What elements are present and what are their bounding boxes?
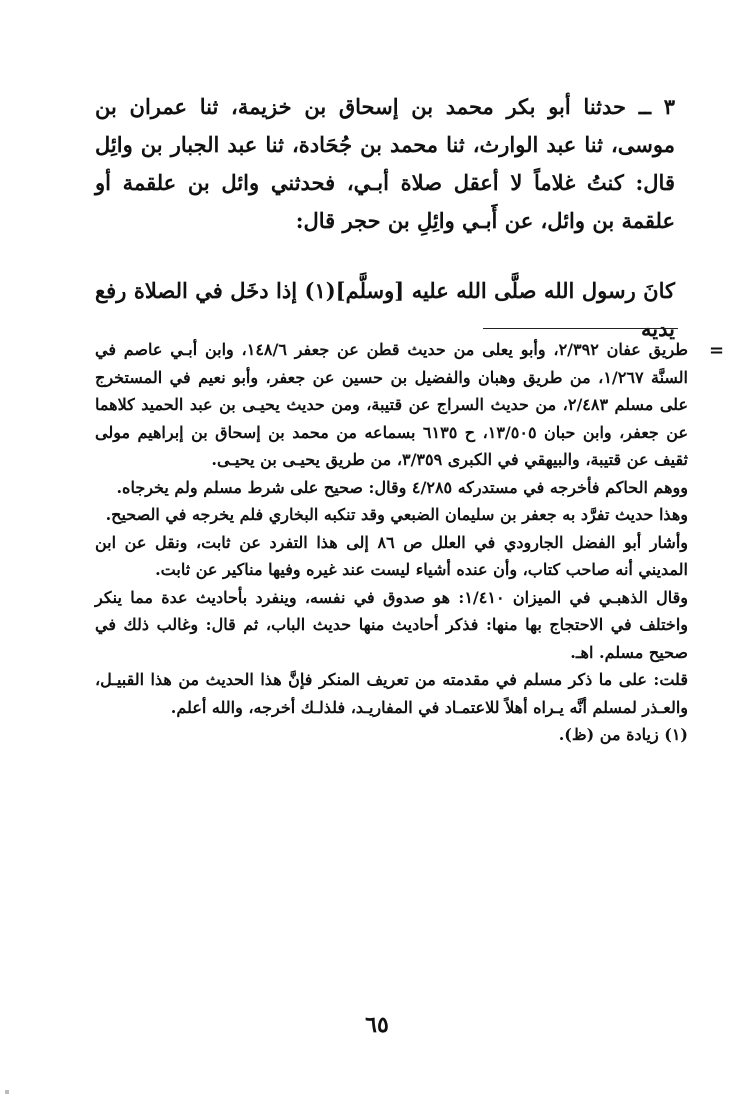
footnote-continuation-mark: =: [709, 340, 725, 361]
footnote-separator: [483, 328, 678, 329]
footnote-paragraph-jarudi: وأشار أبو الفضل الجارودي في العلل ص ٨٦ إلى هذا التفرد عن ثابت، ونقل عن ابن المديني أنه صاحب كتاب، وأن عنده أشياء ليست عند غيره وفيها مناكير عن ثابت.: [95, 532, 688, 579]
footnote-note-1: (١) زيادة من (ظ).: [558, 725, 688, 744]
footnote-paragraph-tafarrud: وهذا حديث تفرَّد به جعفر بن سليمان الضبعي وقد تنكبه البخاري فلم يخرجه في الصحيح.: [105, 505, 688, 524]
page-number: ٦٥: [365, 1012, 389, 1038]
footnote-paragraph-hakim: ووهم الحاكم فأخرجه في مستدركه ٤/٢٨٥ وقال: صحيح على شرط مسلم ولم يخرجاه.: [116, 477, 688, 497]
footnote-paragraph-dhahabi: وقال الذهبـي في الميزان ١/٤١٠: هو صدوق في نفسه، وينفرد بأحاديث عدة مما ينكر واختلف في الاحتجاج بها منها: فذكر أحاديث منها حديث الباب، ثم قال: وغالب ذلك في صحيح مسلم. اهـ.: [95, 587, 688, 662]
hadith-chain-paragraph: [95, 88, 675, 240]
scan-corner-mark: [5, 1090, 9, 1094]
hadith-isnad-text: ٣ ــ حدثنا أبو بكر محمد بن إسحاق بن خزيمة، ثنا عمران بن موسى، ثنا عبد الوارث، ثنا محمد بن جُحَادة، ثنا عبد الجبار بن وائِل قال: كنتُ غلاماً لا أعقل صلاة أبـي، فحدثني وائل بن علقمة أو علقمة بن وائل، عن أَبـي وائِلِ بن حجر قال:: [95, 94, 675, 233]
hadith-matn-text: كانَ رسول الله صلَّى الله عليه [وسلَّم](١) إذا دخَل في الصلاة رفع يديه: [95, 278, 676, 341]
footnotes-section: [95, 336, 700, 749]
footnote-paragraph-qultu: قلت: على ما ذكر مسلم في مقدمته من تعريف المنكر فإنَّ هذا الحديث من هذا القبيـل، والعـذر لمسلم أنَّه يـراه أهلاً للاعتمـاد في المفاريـد، فلذلـك أخرجه، والله أعلم.: [95, 670, 688, 717]
footnote-paragraph-sources: طريق عفان ٢/٣٩٢، وأبو يعلى من حديث قطن عن جعفر ١٤٨/٦، وابن أبـي عاصم في السنَّة ١/٢٦٧، من طريق وهبان والفضيل بن حسين عن جعفر، وأبو نعيم في المستخرج على مسلم ٢/٤٨٣، من حديث السراج عن قتيبة، ومن حديث يحيـى بن عبد الحميد كلاهما عن جعفر، وابن حبان ١٣/٥٠٥، ح ٦١٣٥ بسماعه من محمد بن إسحاق بن إبراهيم مولى ثقيف عن قتيبة، والبيهقي في الكبرى ٣/٣٥٩، من طريق يحيـى بن يحيـى.: [95, 340, 689, 469]
